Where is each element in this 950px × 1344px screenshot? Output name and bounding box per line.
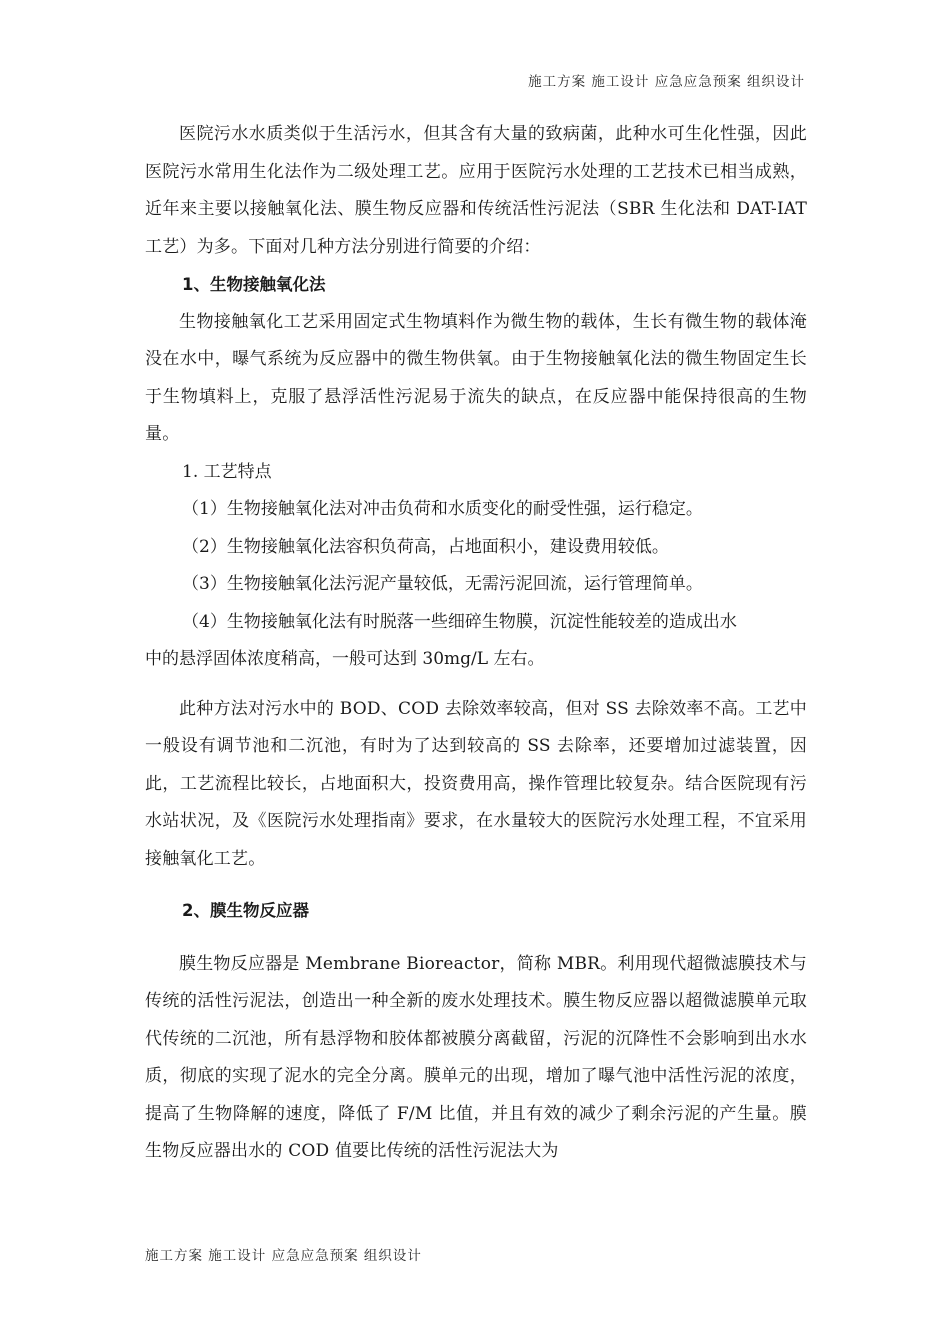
- document-body: [145, 116, 807, 1171]
- section-1-paragraph: 生物接触氧化工艺采用固定式生物填料作为微生物的载体，生长有微生物的载体淹没在水中，曝气系统为反应器中的微生物供氧。由于生物接触氧化法的微生物固定生长于生物填料上，克服了悬浮活性污泥易于流失的缺点，在反应器中能保持很高的生物量。: [145, 311, 807, 444]
- section-1-conclusion: 此种方法对污水中的 BOD、COD 去除效率较高，但对 SS 去除效率不高。工艺中一般设有调节池和二沉池，有时为了达到较高的 SS 去除率，还要增加过滤装置，因此，工艺流程比较长，占地面积大，投资费用高，操作管理比较复杂。结合医院现有污水站状况，及《医院污水处理指南》要求，在水量较大的医院污水处理工程，不宜采用接触氧化工艺。: [145, 698, 807, 869]
- features-subheading: 1. 工艺特点: [182, 461, 272, 482]
- page-header: 施工方案 施工设计 应急应急预案 组织设计: [528, 74, 805, 90]
- feature-item-4-continuation: 中的悬浮固体浓度稍高，一般可达到 30mg/L 左右。: [145, 649, 545, 669]
- intro-paragraph: 医院污水水质类似于生活污水，但其含有大量的致病菌，此种水可生化性强，因此医院污水常用生化法作为二级处理工艺。应用于医院污水处理的工艺技术已相当成熟，近年来主要以接触氧化法、膜生物反应器和传统活性污泥法（SBR 生化法和 DAT-IAT 工艺）为多。下面对几种方法分别进行简要的介绍：: [145, 124, 807, 257]
- section-1-heading: 1、生物接触氧化法: [182, 275, 326, 294]
- spacer: [145, 679, 807, 691]
- section-2-paragraph: 膜生物反应器是 Membrane Bioreactor，简称 MBR。利用现代超微滤膜技术与传统的活性污泥法，创造出一种全新的废水处理技术。膜生物反应器以超微滤膜单元取代传统的二沉池，所有悬浮物和胶体都被膜分离截留，污泥的沉降性不会影响到出水水质，彻底的实现了泥水的完全分离。膜单元的出现，增加了曝气池中活性污泥的浓度，提高了生物降解的速度，降低了 F/M 比值，并且有效的减少了剩余污泥的产生量。膜生物反应器出水的 COD 值要比传统的活性污泥法大为: [145, 953, 807, 1161]
- section-2-heading: 2、膜生物反应器: [182, 901, 309, 920]
- feature-item-3: （3）生物接触氧化法污泥产量较低，无需污泥回流，运行管理简单。: [182, 574, 703, 594]
- page-footer: 施工方案 施工设计 应急应急预案 组织设计: [145, 1248, 422, 1264]
- feature-item-1: （1）生物接触氧化法对冲击负荷和水质变化的耐受性强，运行稳定。: [182, 499, 703, 519]
- spacer: [145, 878, 807, 892]
- feature-item-2: （2）生物接触氧化法容积负荷高，占地面积小，建设费用较低。: [182, 536, 669, 557]
- spacer: [145, 930, 807, 946]
- feature-item-4: （4）生物接触氧化法有时脱落一些细碎生物膜，沉淀性能较差的造成出水: [182, 611, 737, 632]
